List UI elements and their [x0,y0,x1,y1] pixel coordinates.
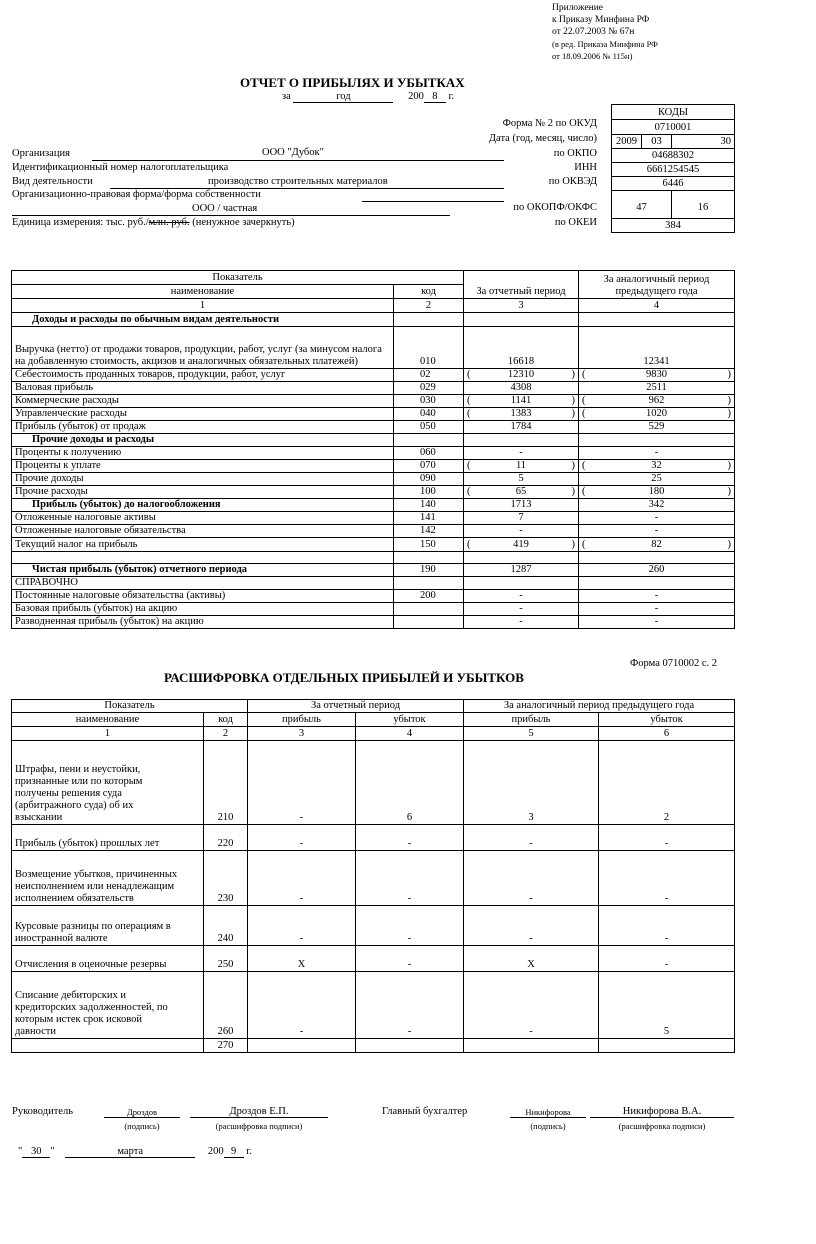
mt-row-prev [579,538,735,552]
mt-row-code: 100 [394,486,464,499]
ownership-underline-1 [362,201,504,202]
sign-date-year-prefix: 200 [207,1146,224,1157]
okfs-value: 16 [672,191,735,219]
t2-h-indicator: Показатель [12,700,248,713]
mt-row-current: - [464,525,579,538]
paren-close: ) [727,408,731,419]
okved-label: по ОКВЭД [548,176,597,187]
mt-h-prev: За аналогичный период предыдущего года [579,271,735,299]
mt-row [12,395,735,408]
mt-row [12,327,735,369]
period-suffix: г. [448,91,455,102]
head-sign: Дроздов [104,1107,180,1118]
appendix-block [552,2,658,62]
mt-row [12,616,735,629]
mt-h-indicator: Показатель [12,271,464,285]
t2-row-c6: 2 [599,741,735,825]
paren-open: ( [467,486,471,497]
paren-close: ) [571,369,575,380]
t2-n1: 1 [12,727,204,741]
mt-row-code [394,313,464,327]
unit-label-strike: млн. руб. [148,217,190,228]
inn-full-label: Идентификационный номер налогоплательщика [12,162,229,173]
t2-row-c6: - [599,851,735,906]
date-month: 03 [642,135,672,149]
mt-row [12,512,735,525]
t2-row-c6: - [599,825,735,851]
t2-row-c5: Х [464,946,599,972]
period-pre: за [282,91,291,102]
t2-row-name [12,1039,204,1053]
mt-row-name: Валовая прибыль [12,382,394,395]
appendix-line: (в ред. Приказа Минфина РФ [552,39,658,49]
t2-h-profit-prev: прибыль [464,713,599,727]
income-statement-table [11,270,735,629]
ownership-value: ООО / частная [192,203,258,214]
mt-row-prev [579,577,735,590]
appendix-line: от 18.09.2006 № 115н) [552,51,633,61]
paren-open: ( [467,539,471,550]
date-year: 2009 [612,135,642,149]
acc-name: Никифорова В.А. [590,1106,734,1118]
t2-row-c3: - [248,825,356,851]
profit-loss-details-table [11,699,735,1053]
t2-row-c6: - [599,946,735,972]
t2-row-code: 220 [204,825,248,851]
t2-row-c4: 6 [356,741,464,825]
paren-close: ) [571,486,575,497]
appendix-line: к Приказу Минфина РФ [552,15,650,25]
t2-row-code: 240 [204,906,248,946]
t2-row-c5: - [464,972,599,1039]
mt-row-code: 030 [394,395,464,408]
sign-date-q2: " [50,1146,55,1157]
mt-row-code: 029 [394,382,464,395]
mt-row-name: Прибыль (убыток) до налогообложения [12,499,394,512]
okei-label: по ОКЕИ [554,217,597,228]
t2-h-loss-prev: убыток [599,713,735,727]
mt-row-code [394,577,464,590]
mt-row-prev: 260 [579,564,735,577]
org-value: ООО "Дубок" [262,147,324,158]
t2-row-name: Возмещение убытков, причиненных неисполнением или ненадлежащим исполнением обязательств [12,851,204,906]
unit-label-a: Единица измерения: тыс. руб./ [12,217,149,228]
form-page2: Форма 0710002 с. 2 [630,658,718,669]
sign-date-month: марта [65,1146,195,1158]
title2: РАСШИФРОВКА ОТДЕЛЬНЫХ ПРИБЫЛЕЙ И УБЫТКОВ [164,670,524,685]
mt-row-current [464,552,579,564]
t2-h-loss: убыток [356,713,464,727]
t2-n2: 2 [204,727,248,741]
mt-row-prev: - [579,603,735,616]
mt-row-current [464,577,579,590]
period-year-digit: 8 [424,91,446,103]
mt-row-name: Проценты к уплате [12,460,394,473]
okud-label: Форма № 2 по ОКУД [502,118,597,129]
mt-row-prev [579,395,735,408]
mt-row-name: Управленческие расходы [12,408,394,421]
mt-row [12,460,735,473]
mt-row [12,564,735,577]
mt-row-prev: 529 [579,421,735,434]
mt-h-code: код [394,285,464,299]
mt-h-name: наименование [12,285,394,299]
t2-h-code: код [204,713,248,727]
head-label: Руководитель [12,1106,73,1117]
t2-row-c4: - [356,946,464,972]
t2-row [12,906,735,946]
mt-row-name: Проценты к получению [12,447,394,460]
t2-row-code: 250 [204,946,248,972]
mt-row-current: - [464,616,579,629]
t2-body [12,741,735,1053]
t2-row-c4: - [356,825,464,851]
t2-row-name: Курсовые разницы по операциям в иностранной валюте [12,906,204,946]
paren-close: ) [571,408,575,419]
sign-date-day: 30 [22,1146,50,1158]
t2-row-c3 [248,1039,356,1053]
period-word: год [293,91,393,103]
paren-open: ( [467,395,471,406]
paren-close: ) [727,539,731,550]
t2-row-c5: - [464,851,599,906]
sign-date [18,1146,252,1158]
mt-row-name: Постоянные налоговые обязательства (активы) [12,590,394,603]
t2-row-c4: - [356,906,464,946]
mt-row-current: 1713 [464,499,579,512]
mt-row [12,434,735,447]
paren-open: ( [582,486,586,497]
t2-row-c3: Х [248,946,356,972]
t2-row-c4: - [356,851,464,906]
mt-row-code: 040 [394,408,464,421]
t2-row-code: 230 [204,851,248,906]
acc-decode-caption: (расшифровка подписи) [618,1121,706,1131]
okopf-value: 47 [612,191,672,219]
mt-row-name: Прибыль (убыток) от продаж [12,421,394,434]
mt-row [12,369,735,382]
org-underline [92,160,504,161]
mt-row-name: Отложенные налоговые активы [12,512,394,525]
org-label: Организация [12,148,70,159]
appendix-line: от 22.07.2003 № 67н [552,27,635,37]
t2-row-name: Отчисления в оценочные резервы [12,946,204,972]
mt-row-current: - [464,447,579,460]
mt-row-code [394,434,464,447]
t2-row-c3: - [248,972,356,1039]
mt-row-prev [579,408,735,421]
mt-row-code: 050 [394,421,464,434]
paren-open: ( [582,408,586,419]
mt-value: 962 [648,395,665,406]
paren-open: ( [582,395,586,406]
mt-row-prev [579,552,735,564]
acc-label: Главный бухгалтер [382,1106,468,1117]
mt-row-current [464,369,579,382]
t2-row-c3: - [248,741,356,825]
mt-row-name: Коммерческие расходы [12,395,394,408]
mt-row [12,552,735,564]
mt-n1: 1 [12,299,394,313]
mt-row-code: 150 [394,538,464,552]
t2-row [12,741,735,825]
mt-value: 1141 [510,395,532,406]
mt-value: 1020 [646,408,667,419]
t2-row [12,946,735,972]
mt-row-current: 1784 [464,421,579,434]
mt-row-code: 142 [394,525,464,538]
paren-open: ( [467,369,471,380]
mt-row-code: 010 [394,327,464,369]
mt-value: 65 [515,486,527,497]
t2-n6: 6 [599,727,735,741]
inn-label: ИНН [574,162,597,173]
mt-row-name: Чистая прибыль (убыток) отчетного периода [12,564,394,577]
mt-row-current [464,460,579,473]
report-period [282,91,454,103]
t2-row-c6: 5 [599,972,735,1039]
head-decode-caption: (расшифровка подписи) [215,1121,303,1131]
mt-row-current [464,486,579,499]
t2-row [12,972,735,1039]
paren-close: ) [571,395,575,406]
mt-row-prev [579,313,735,327]
mt-row-current: 5 [464,473,579,486]
sign-date-q1: " [18,1146,23,1157]
mt-row-name: Доходы и расходы по обычным видам деятельности [12,313,394,327]
mt-row-current: 1287 [464,564,579,577]
mt-row [12,313,735,327]
paren-close: ) [727,395,731,406]
codes-table [611,104,735,233]
activity-label: Вид деятельности [12,176,93,187]
mt-row-code: 090 [394,473,464,486]
t2-row-c6: - [599,906,735,946]
mt-row-code: 190 [394,564,464,577]
mt-row-prev: - [579,525,735,538]
mt-h-current: За отчетный период [464,271,579,299]
mt-row-current [464,408,579,421]
sign-date-suffix: г. [246,1146,252,1157]
t2-row-name: Штрафы, пени и неустойки, признанные или по которым получены решения суда (арбитражного суда) об их взыскании [12,741,204,825]
paren-close: ) [727,460,731,471]
mt-row [12,473,735,486]
t2-h-name: наименование [12,713,204,727]
mt-row-prev: 25 [579,473,735,486]
okpo-label: по ОКПО [553,148,597,159]
mt-row [12,421,735,434]
mt-row-prev: - [579,616,735,629]
mt-row-prev [579,434,735,447]
paren-open: ( [467,408,471,419]
mt-row-prev [579,460,735,473]
mt-row-name [12,552,394,564]
mt-row-name: Прочие доходы [12,473,394,486]
mt-row [12,408,735,421]
mt-value: 419 [513,539,529,550]
period-year-prefix: 200 [408,91,424,102]
mt-row-current: 7 [464,512,579,525]
t2-h-profit: прибыль [248,713,356,727]
mt-row-current: 16618 [464,327,579,369]
paren-close: ) [727,486,731,497]
mt-row-prev: 12341 [579,327,735,369]
mt-row [12,538,735,552]
t2-row-c4 [356,1039,464,1053]
okved-value: 6446 [612,177,735,191]
mt-row-current: - [464,590,579,603]
mt-row-current [464,434,579,447]
acc-sign-caption: (подпись) [530,1121,566,1131]
t2-row-code: 260 [204,972,248,1039]
okud-value: 0710001 [612,120,735,135]
t2-row [12,851,735,906]
unit-label [12,217,295,228]
mt-row-prev: - [579,447,735,460]
appendix-line: Приложение [552,3,603,13]
mt-value: 1383 [510,408,532,419]
t2-h-current: За отчетный период [248,700,464,713]
mt-row-prev: - [579,512,735,525]
mt-row [12,499,735,512]
mt-row-name: Выручка (нетто) от продажи товаров, продукции, работ, услуг (за минусом налога на добавленную стоимость, акцизов и аналогичных обязательных платежей) [12,327,394,369]
mt-body [12,313,735,629]
mt-row-code: 140 [394,499,464,512]
mt-row-prev [579,369,735,382]
t2-row-c5: - [464,825,599,851]
mt-value: 11 [515,460,527,471]
t2-row [12,825,735,851]
t2-row-code: 210 [204,741,248,825]
mt-row [12,447,735,460]
t2-row-c3: - [248,906,356,946]
mt-row [12,382,735,395]
t2-row-c6 [599,1039,735,1053]
t2-row-c5: 3 [464,741,599,825]
t2-row-code: 270 [204,1039,248,1053]
mt-value: 180 [648,486,665,497]
mt-row [12,590,735,603]
paren-open: ( [582,460,586,471]
mt-row-current [464,538,579,552]
okopf-label: по ОКОПФ/ОКФС [513,202,597,213]
paren-open: ( [582,539,586,550]
t2-n3: 3 [248,727,356,741]
date-day: 30 [672,135,735,149]
t2-row-c5: - [464,906,599,946]
acc-sign: Никифорова [510,1107,586,1118]
mt-value: 9830 [646,369,667,380]
t2-h-prev: За аналогичный период предыдущего года [464,700,735,713]
t2-n4: 4 [356,727,464,741]
report-title: ОТЧЕТ О ПРИБЫЛЯХ И УБЫТКАХ [240,75,465,90]
mt-row-current: - [464,603,579,616]
mt-n4: 4 [579,299,735,313]
mt-row-name: Отложенные налоговые обязательства [12,525,394,538]
mt-value: 32 [651,460,662,471]
mt-row-code: 200 [394,590,464,603]
paren-close: ) [571,539,575,550]
mt-row-name: Разводненная прибыль (убыток) на акцию [12,616,394,629]
mt-n2: 2 [394,299,464,313]
activity-value: производство строительных материалов [208,176,388,187]
sign-date-year-digit: 9 [224,1146,244,1158]
paren-close: ) [727,369,731,380]
mt-row-prev: 342 [579,499,735,512]
mt-row [12,525,735,538]
t2-row [12,1039,735,1053]
mt-row-code [394,603,464,616]
head-name: Дроздов Е.П. [190,1106,328,1118]
mt-row-name: СПРАВОЧНО [12,577,394,590]
mt-row-code [394,552,464,564]
mt-row-current: 4308 [464,382,579,395]
paren-open: ( [582,369,586,380]
mt-row-prev: - [579,590,735,603]
head-sign-caption: (подпись) [124,1121,160,1131]
ownership-label: Организационно-правовая форма/форма собственности [12,189,261,200]
t2-row-c3: - [248,851,356,906]
mt-row-name: Прочие расходы [12,486,394,499]
okpo-value: 04688302 [612,149,735,163]
paren-open: ( [467,460,471,471]
t2-row-name: Прибыль (убыток) прошлых лет [12,825,204,851]
date-label: Дата (год, месяц, число) [488,133,597,144]
mt-row-code: 060 [394,447,464,460]
mt-row [12,577,735,590]
mt-row-name: Себестоимость проданных товаров, продукции, работ, услуг [12,369,394,382]
codes-header: КОДЫ [612,105,735,120]
mt-row-code: 141 [394,512,464,525]
mt-value: 82 [651,539,662,550]
t2-row-c4: - [356,972,464,1039]
unit-label-b: (ненужное зачеркнуть) [189,217,295,228]
mt-row-code: 070 [394,460,464,473]
t2-n5: 5 [464,727,599,741]
mt-row-current [464,395,579,408]
mt-row-code: 02 [394,369,464,382]
mt-row [12,486,735,499]
t2-row-c5 [464,1039,599,1053]
mt-row-code [394,616,464,629]
t2-row-name: Списание дебиторских и кредиторских задолженностей, по которым истек срок исковой давности [12,972,204,1039]
okei-value: 384 [612,219,735,233]
mt-row-name: Базовая прибыль (убыток) на акцию [12,603,394,616]
mt-row-name: Текущий налог на прибыль [12,538,394,552]
ownership-underline-2 [12,215,450,216]
mt-row-prev: 2511 [579,382,735,395]
inn-value: 6661254545 [612,163,735,177]
mt-row-name: Прочие доходы и расходы [12,434,394,447]
mt-row-prev [579,486,735,499]
mt-n3: 3 [464,299,579,313]
mt-value: 12310 [507,369,535,380]
mt-row-current [464,313,579,327]
paren-close: ) [571,460,575,471]
mt-row [12,603,735,616]
